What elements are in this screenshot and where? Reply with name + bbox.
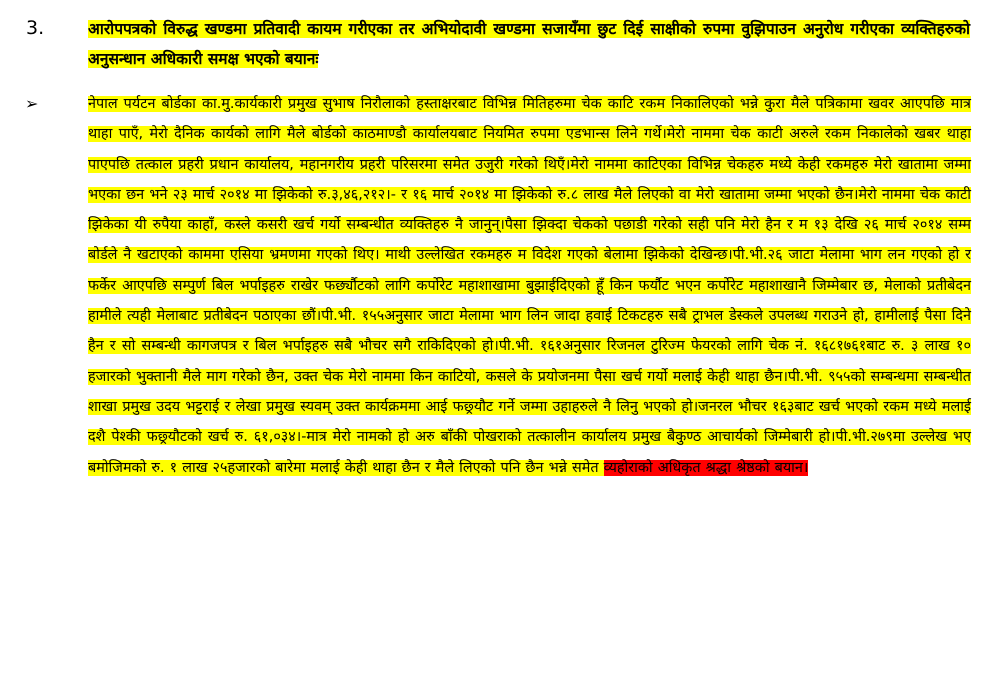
section-number: 3. xyxy=(26,17,45,39)
statement-attribution-text: व्यहोराको अधिकृत श्रद्धा श्रेष्ठको बयान। xyxy=(603,459,809,476)
section-heading xyxy=(88,14,970,74)
arrowhead-bullet-icon: ➢ xyxy=(25,94,39,113)
statement-paragraph xyxy=(88,89,971,483)
section-heading-text: आरोपपत्रको विरुद्ध खण्डमा प्रतिवादी कायम गरीएका तर अभियोदावी खण्डमा सजायँमा छुट दिई साक्षीको रुपमा वुझिपाउन अनुरोध गरीएका व्यक्तिहरुको अनुसन्धान अधिकारी समक्ष भएको बयानः xyxy=(88,20,970,68)
section-heading-row xyxy=(0,10,1006,76)
statement-body-text: नेपाल पर्यटन बोर्डका का.मु.कार्यकारी प्रमुख सुभाष निरौलाको हस्ताक्षरबाट विभिन्न मितिहरुमा चेक काटि रकम निकालिएको भन्ने कुरा मैले पत्रिकामा खवर आएपछि मात्र थाहा पाएँ, मेरो दैनिक कार्यको लागि मैले बोर्डको काठमाण्डौ कार्यालयबाट नियमित रुपमा एडभान्स लिने गर्थे।मेरो नाममा चेक काटी अरुले रकम निकालेको खबर थाहा पाएपछि तत्काल प्रहरी प्रधान कार्यालय, महानगरीय प्रहरी परिसरमा समेत उजुरी गरेको थिएँ।मेरो नाममा काटिएका विभिन्न चेकहरु मध्ये केही रकमहरु मेरो खातामा जम्मा भएका छन भने २३ मार्च २०१४ मा झिकेको रु.३,४६,२१२।- र १६ मार्च २०१४ मा झिकेको रु.८ लाख मैले लिएको वा मेरो खातामा जम्मा भएको छैन।मेरो नाममा चेक काटी झिकेका यी रुपैया काहाँ, कस्ले कसरी खर्च गर्यो सम्बन्धीत व्यक्तिहरु नै जानुन्।पैसा झिक्दा चेकको पछाडी गरेको सही पनि मेरो हैन र म १३ देखि २६ मार्च २०१४ सम्म बोर्डले नै खटाएको काममा एसिया भ्रमणमा गएको थिए। माथी उल्लेखित रकमहरु म विदेश गएको बेलामा झिकेको देखिन्छ।पी.भी.२६ जाटा मेलामा भाग लन गएको हो र फर्केर आएपछि सम्पुर्ण बिल भर्पाइहरु राखेर फर्छ्यौटको लागि कर्पोरेट महाशाखामा बुझाईदिएको हूँ किन फर्यौट भएन कर्पोरेट महाशाखानै जिम्मेबार छ, मेलाको प्रतीबेदन हामीले त्यही मेलाबाट प्रतीबेदन पठाएका छौं।पी.भी. १५५अनुसार जाटा मेलामा भाग लिन जादा हवाई टिकटहरु सबै ट्राभल डेस्कले उपलब्ध गराउने हो, हामीलाई पैसा दिने हैन र सो सम्बन्धी कागजपत्र र बिल भर्पाइहरु सबै भौचर सगै राकिदिएको हो।पी.भी. १६१अनुसार रिजनल टुरिज्म फेयरको लागि चेक नं. १६८१७६१बाट रु. ३ लाख १० हजारको भुक्तानी मैले माग गरेको छैन, उक्त चेक मेरो नाममा किन काटियो, कसले के प्रयोजनमा पैसा खर्च गर्यो मलाई केही थाहा छैन।पी.भी. ९५५को सम्बन्धमा सम्बन्धीत शाखा प्रमुख उदय भट्टराई र लेखा प्रमुख स्यवम् उक्त कार्यक्रममा आई फछ्र्यौट गर्ने जम्मा उहाहरुले नै लिनु भएको हो।जनरल भौचर १६३बाट खर्च भएको रकम मध्ये मलाई दशै पेश्की फछ्र्यौटको खर्च रु. ६१,०३४।-मात्र मेरो नामको हो अरु बाँकी पोखराको तत्कालीन कार्यालय प्रमुख बैकुण्ठ आचार्यको जिम्मेबारी हो।पी.भी.२७९मा उल्लेख भए बमोजिमको रु. १ लाख २५हजारको बारेमा मलाई केही थाहा छैन र मैले लिएको पनि छैन भन्ने समेत xyxy=(88,96,971,476)
